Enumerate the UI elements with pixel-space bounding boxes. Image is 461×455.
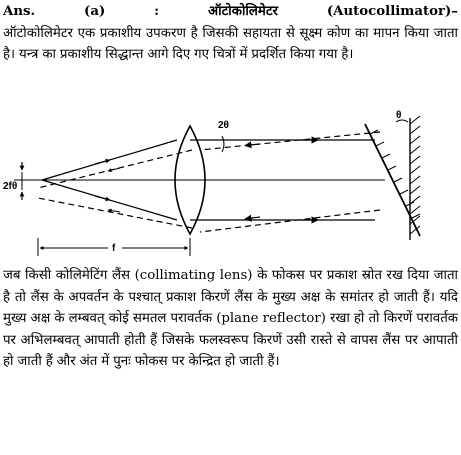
paragraph-2-text: जब किसी कोलिमेटिंग लैंस (collimating lens) के फोकस पर प्रकाश स्रोत रख दिया जाता है तो लैंस के अपवर्तन के पश्चात् प्रकाश किरणें लैंस के मुख्य अक्ष के समांतर हो जाती हैं। यदि मुख्य अक्ष के लम्बवत् कोई समतल परावर्तक (plane reflector) रखा हो तो किरणें परावर्तक पर अभिलम्बवत् आपाती होती हैं जिसके फलस्वरूप किरणें उसी रास्ते से वापस लैंस पर आपाती हो जाती हैं और अंत में पुनः फोकस पर केन्द्रित हो जाती हैं। bbox=[3, 268, 458, 370]
answer-heading bbox=[3, 1, 458, 23]
label-2ftheta: 2fθ bbox=[3, 181, 18, 192]
angle-2theta-arc bbox=[222, 136, 224, 152]
paragraph-1-text: ऑटोकोलिमेटर एक प्रकाशीय उपकरण है जिसकी सहायता से सूक्ष्म कोण का मापन किया जाता है। यन्त्र का प्रकाशीय सिद्धान्त आगे दिए गए चित्रों में प्रदर्शित किया गया है। bbox=[3, 25, 458, 63]
autocollimator-diagram bbox=[0, 110, 461, 265]
reflected-rays bbox=[38, 132, 380, 232]
label-2theta: 2θ bbox=[218, 120, 229, 131]
answer-colon: : bbox=[154, 4, 160, 19]
plane-reflector bbox=[365, 116, 420, 240]
answer-option: (a) bbox=[84, 4, 106, 19]
label-f: f bbox=[112, 243, 116, 254]
term-hindi: ऑटोकोलिमेटर bbox=[208, 4, 278, 19]
term-english: (Autocollimator)– bbox=[326, 4, 458, 19]
label-theta: θ bbox=[396, 110, 402, 121]
answer-paragraph-1 bbox=[3, 1, 458, 66]
answer-prefix: Ans. bbox=[3, 4, 36, 19]
